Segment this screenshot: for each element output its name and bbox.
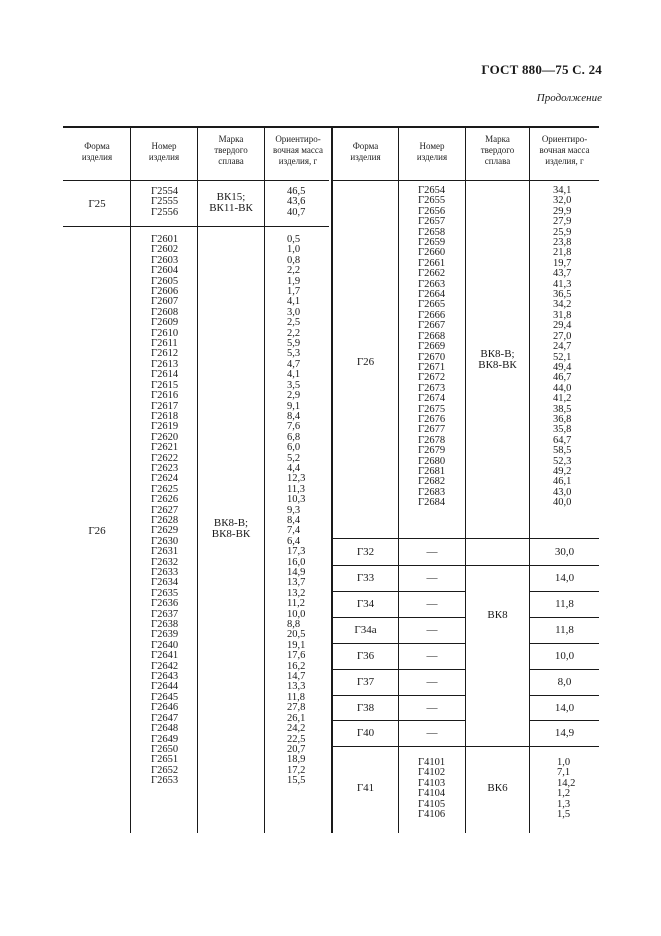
- number-cell: —: [426, 727, 438, 739]
- header-form: Форма изделия: [350, 141, 381, 162]
- mass-cell: 14,9: [554, 727, 575, 739]
- form-cell: Г36: [356, 650, 375, 662]
- right-row-divider: [333, 565, 599, 566]
- number-cell: —: [426, 572, 438, 584]
- mass-cell: 8,0: [557, 676, 572, 688]
- header-mass: Ориентиро- вочная масса изделия, г: [539, 134, 590, 166]
- right-row-divider: [529, 720, 599, 721]
- continuation-label: Продолжение: [536, 92, 602, 104]
- mass-cell: 14,0: [554, 572, 575, 584]
- grade-cell: ВК8-В; ВК8-ВК: [211, 517, 251, 540]
- mass-cell: 14,0: [554, 702, 575, 714]
- form-cell: Г41: [356, 782, 375, 794]
- column-rule: [264, 127, 265, 833]
- grade-cell: ВК15; ВК11-ВК: [209, 191, 253, 214]
- header-grade: Марка твердого сплава: [214, 134, 248, 166]
- form-cell: Г32: [356, 546, 375, 558]
- mass-cell: 11,8: [555, 598, 574, 610]
- form-cell: Г33: [356, 572, 375, 584]
- mass-list: 46,5 43,6 40,7: [287, 186, 306, 218]
- mass-cell: 11,8: [555, 624, 574, 636]
- mass-cell: 30,0: [554, 546, 575, 558]
- column-rule: [465, 127, 466, 833]
- form-cell: Г40: [356, 727, 375, 739]
- right-row-divider: [529, 669, 599, 670]
- form-cell: Г34: [356, 598, 375, 610]
- form-cell: Г38: [356, 702, 375, 714]
- grade-cell: ВК8: [487, 609, 508, 621]
- form-cell: Г26: [356, 356, 375, 368]
- mass-list: 0,5 1,0 0,8 2,2 1,9 1,7 4,1 3,0 2,5 2,2 5,9 5,3 4,7 4,1 3,5 2,9 9,1 8,4 7,6 6,8 6,0 5,2 4,4 12,3 11,3 10,3 9,3 8,4 7,4 6,4 17,3 16,0 14,9 13,7 13,2 11,2 10,0 8,8 20,5 19,1 17,6 16,2 14,7 13,3 11,8 27,8 26,1 24,2 22,5 20,7 18,9 17,2 15,5: [287, 234, 306, 787]
- right-row-divider: [333, 669, 465, 670]
- number-cell: —: [426, 598, 438, 610]
- mass-list: 34,1 32,0 29,9 27,9 25,9 23,8 21,8 19,7 43,7 41,3 36,5 34,2 31,8 29,4 27,0 24,7 52,1 49,4 46,7 44,0 41,2 38,5 36,8 35,8 64,7 58,5 52,3 49,2 46,1 43,0 40,0: [553, 185, 572, 509]
- number-list: Г2654 Г2655 Г2656 Г2657 Г2658 Г2659 Г2660 Г2661 Г2662 Г2663 Г2664 Г2665 Г2666 Г2667 Г2668 Г2669 Г2670 Г2671 Г2672 Г2673 Г2674 Г2675 Г2676 Г2677 Г2678 Г2679 Г2680 Г2681 Г2682 Г2683 Г2684: [418, 185, 446, 509]
- right-row-divider: [333, 617, 465, 618]
- right-header-rule: [333, 180, 599, 181]
- header-form: Форма изделия: [81, 141, 113, 162]
- form-cell: Г25: [88, 198, 106, 210]
- header-mass: Ориентиро- вочная масса изделия, г: [273, 134, 323, 166]
- form-cell: Г34а: [354, 624, 377, 636]
- right-row-divider: [529, 617, 599, 618]
- number-list: Г2554 Г2555 Г2556: [151, 186, 179, 218]
- number-list: Г2601 Г2602 Г2603 Г2604 Г2605 Г2606 Г2607 Г2608 Г2609 Г2610 Г2611 Г2612 Г2613 Г2614 Г2615 Г2616 Г2617 Г2618 Г2619 Г2620 Г2621 Г2622 Г2623 Г2624 Г2625 Г2626 Г2627 Г2628 Г2629 Г2630 Г2631 Г2632 Г2633 Г2634 Г2635 Г2636 Г2637 Г2638 Г2639 Г2640 Г2641 Г2642 Г2643 Г2644 Г2645 Г2646 Г2647 Г2648 Г2649 Г2650 Г2651 Г2652 Г2653: [151, 234, 179, 787]
- header-grade: Марка твердого сплава: [480, 134, 515, 166]
- column-rule: [197, 127, 198, 833]
- form-cell: Г26: [88, 525, 106, 537]
- number-list: Г4101 Г4102 Г4103 Г4104 Г4105 Г4106: [418, 757, 446, 821]
- header-number: Номер изделия: [416, 141, 448, 162]
- grade-cell: ВК6: [487, 782, 508, 794]
- mass-cell: 10,0: [554, 650, 575, 662]
- number-cell: —: [426, 624, 438, 636]
- right-row-divider: [333, 746, 599, 747]
- right-row-divider: [333, 720, 465, 721]
- right-row-divider: [529, 591, 599, 592]
- form-cell: Г37: [356, 676, 375, 688]
- right-row-divider: [529, 643, 599, 644]
- header-number: Номер изделия: [148, 141, 180, 162]
- number-cell: —: [426, 702, 438, 714]
- mass-list: 1,0 7,1 14,2 1,2 1,3 1,5: [557, 757, 576, 821]
- right-row-divider: [333, 643, 465, 644]
- document-code: ГОСТ 880—75 С. 24: [481, 62, 602, 77]
- grade-cell: ВК8-В; ВК8-ВК: [478, 348, 517, 371]
- left-row-divider: [63, 226, 329, 227]
- number-cell: —: [426, 650, 438, 662]
- right-row-divider: [333, 538, 599, 539]
- right-row-divider: [333, 591, 465, 592]
- number-cell: —: [426, 676, 438, 688]
- column-rule: [130, 127, 131, 833]
- number-cell: —: [426, 546, 438, 558]
- right-row-divider: [333, 695, 465, 696]
- right-row-divider: [529, 695, 599, 696]
- left-header-rule: [63, 180, 329, 181]
